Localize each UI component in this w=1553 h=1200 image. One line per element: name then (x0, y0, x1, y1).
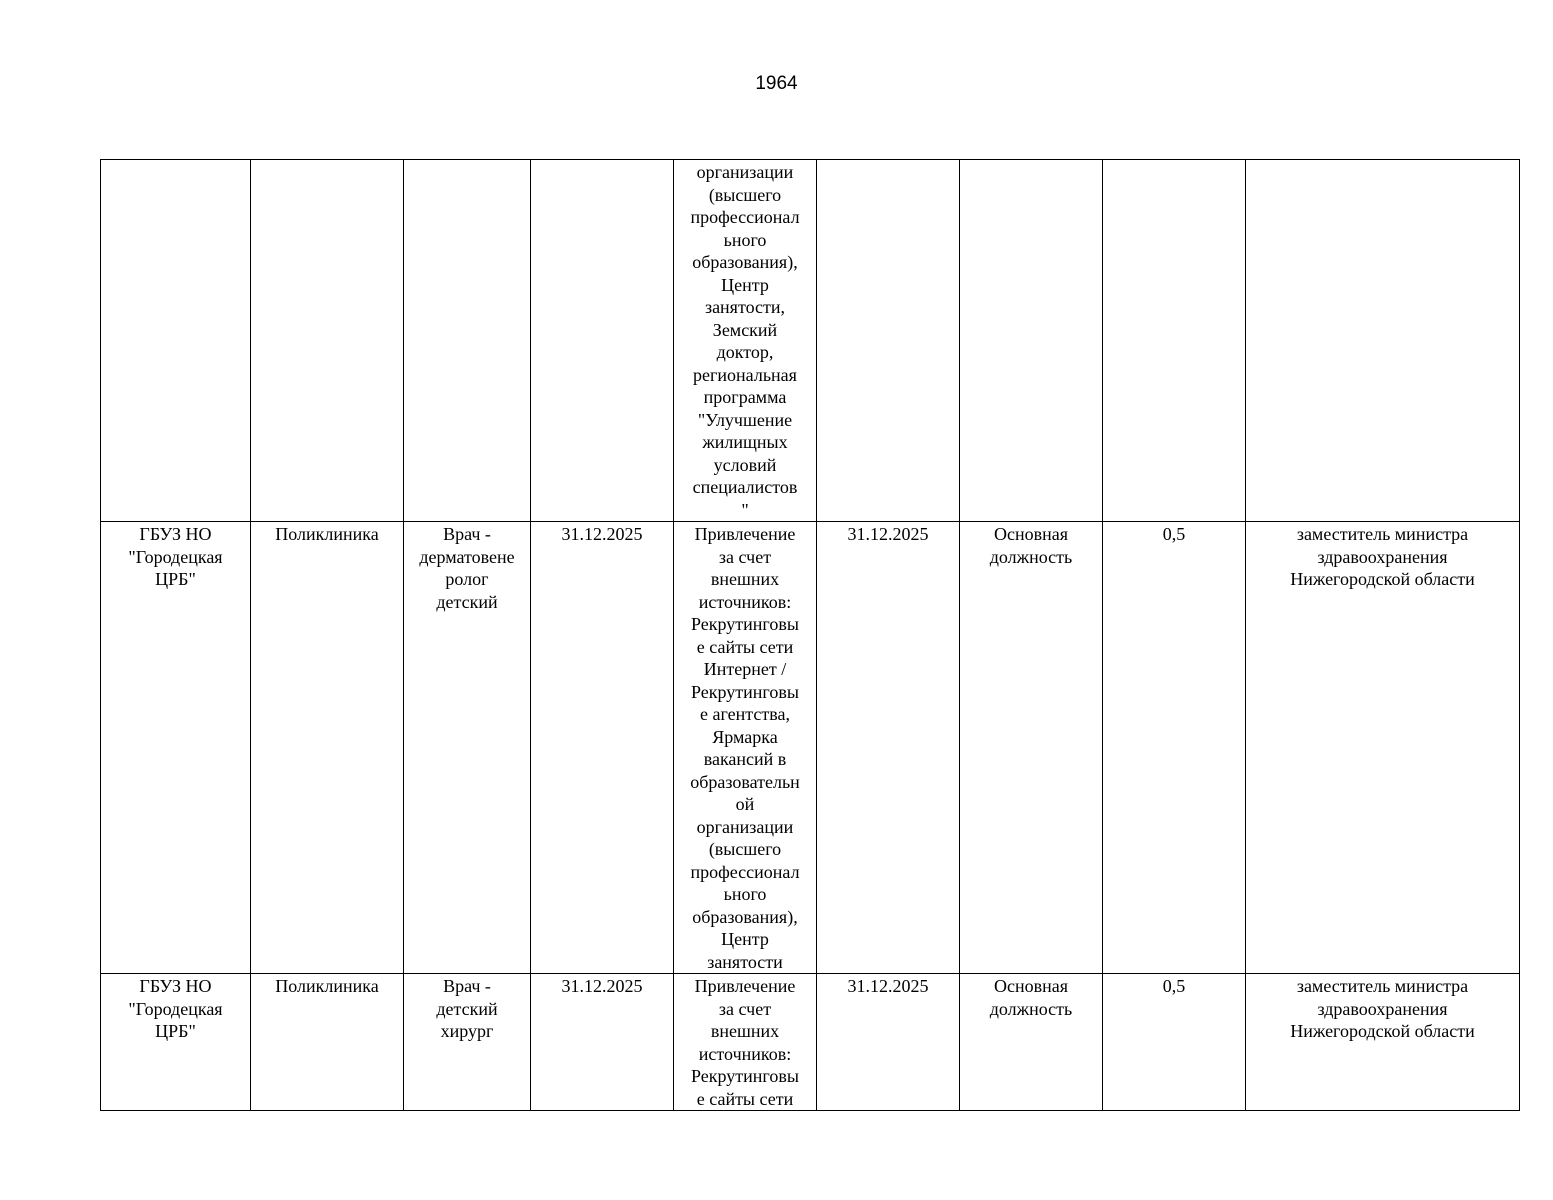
cell-date-done: 31.12.2025 (817, 522, 960, 974)
cell-position-type: Основная должность (960, 522, 1103, 974)
cell-department (251, 160, 404, 522)
cell-rate: 0,5 (1103, 974, 1246, 1111)
cell-date-done (817, 160, 960, 522)
cell-date-due (531, 160, 674, 522)
cell-department: Поликлиника (251, 522, 404, 974)
cell-position: Врач - дерматовене ролог детский (404, 522, 531, 974)
cell-measures: Привлечение за счет внешних источников: Рекрутинговы е сайты сети Интернет / Рекрутинговы е агентства, Ярмарка вакансий в образовательн ой организации (высшего профессионал ьного образования), Центр занятости (674, 522, 817, 974)
cell-date-due: 31.12.2025 (531, 522, 674, 974)
cell-measures: Привлечение за счет внешних источников: Рекрутинговы е сайты сети (674, 974, 817, 1111)
page-number: 1964 (755, 73, 798, 94)
cell-organization: ГБУЗ НО "Городецкая ЦРБ" (101, 522, 251, 974)
table-row (101, 522, 1520, 974)
cell-date-due: 31.12.2025 (531, 974, 674, 1111)
cell-position (404, 160, 531, 522)
cell-organization: ГБУЗ НО "Городецкая ЦРБ" (101, 974, 251, 1111)
cell-department: Поликлиника (251, 974, 404, 1111)
cell-date-done: 31.12.2025 (817, 974, 960, 1111)
table-row (101, 974, 1520, 1111)
cell-responsible: заместитель министра здравоохранения Нижегородской области (1246, 522, 1520, 974)
cell-position-type: Основная должность (960, 974, 1103, 1111)
cell-organization (101, 160, 251, 522)
staffing-table (100, 159, 1520, 1111)
cell-responsible (1246, 160, 1520, 522)
table-row (101, 160, 1520, 522)
cell-responsible: заместитель министра здравоохранения Нижегородской области (1246, 974, 1520, 1111)
cell-measures: организации (высшего профессионал ьного образования), Центр занятости, Земский доктор, региональная программа "Улучшение жилищных условий специалистов " (674, 160, 817, 522)
cell-position-type (960, 160, 1103, 522)
cell-rate (1103, 160, 1246, 522)
cell-rate: 0,5 (1103, 522, 1246, 974)
cell-position: Врач - детский хирург (404, 974, 531, 1111)
